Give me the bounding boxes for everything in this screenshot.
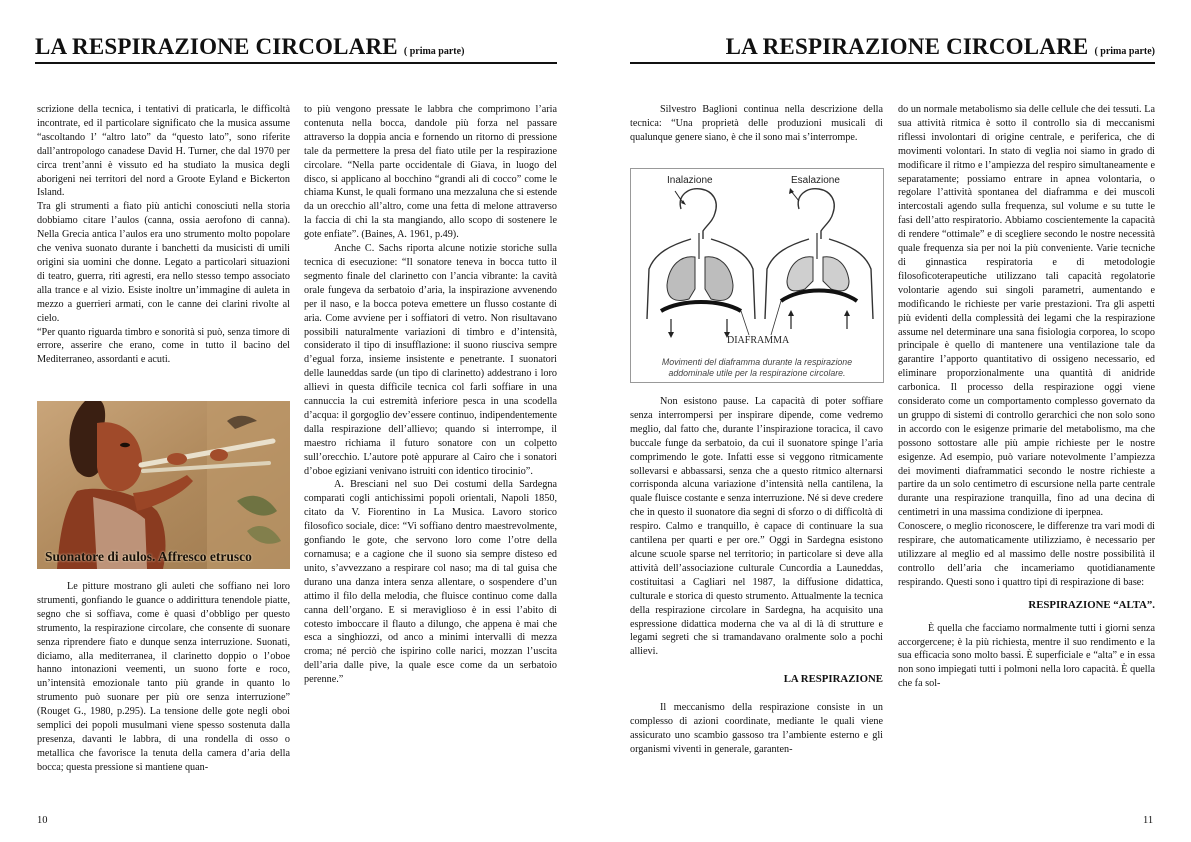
header-title: LA RESPIRAZIONE CIRCOLARE [35, 34, 398, 59]
breathing-diagram-illustration [631, 169, 883, 347]
paragraph: Le pitture mostrano gli auleti che soffiano nei loro strumenti, gonfiando le guance o addirittura tenendole piatte, segno che si soffiava, come è quasi d’obbligo per questo strumento, la respirazione circolare, che consente di suonare senza riprendere fiato e dunque senza interruzione. Suonati, diciamo, alla mediterranea, il clarinetto doppio o l’oboe hanno intonazioni veementi, un suono forte e roco, un’intensità emozionale tanto più grande in quanto lo strumento può suonare per più ore senza interruzione” (Rouget G., 1980, p.295). La tensione delle gote negli oboi semplici dei popoli musulmani viene spesso sostenuta dalla presenza, davanti le labbra, di una rondella di osso o metallica che favorisce la tenuta della camera d’aria della bocca; questa pressione si mantiene quan- [37, 581, 290, 773]
paragraph: Il meccanismo della respirazione consiste in un complesso di azioni coordinate, mediante le quali viene assicurato uno scambio gassoso tra l’ambiente esterno e gli organismi viventi in generale, garanten- [630, 702, 883, 755]
page-number: 10 [37, 815, 48, 826]
paragraph: A. Bresciani nel suo Dei costumi della Sardegna comparati cogli antichissimi popoli orientali, Napoli 1850, citato da V. Fiorentino in La Musica. Lavoro storico filosofico sociale, dice: “Vi soffiano dentro maestrevolmente, gonfiando le gote, che servono loro come l’otre della cornamusa; e a cagione che il suono sia sempre disteso ed unito, s’avvezzano a respirare col naso; ma di tal guisa che durano una danza intera senza allentare, o sospendere d’un attimo il filo della melodia, che fluisce continuo come dalla canna dell’organo. E si meraviglioso è in essi l’abito di cotesto imboccare il flauto a dilungo, che appena è mai che esca a singhiozzi, od anco a minimi intervalli di mezza croma; né perciò che ispirino colle narici, mozzan l’uscita dell’aria dalle pive, la quale esce come da un serbatoio perenne.” [304, 479, 557, 686]
diagram-caption-line1: Movimenti del diaframma durante la respirazione [661, 357, 853, 367]
paragraph: Conoscere, o meglio riconoscere, le differenze tra vari modi di respirare, che automaticamente utilizziamo, è necessario per utilizzare al meglio ed al massimo delle nostre possibilità il controllo dell’aria che incameriamo quotidianamente respirando. Questi sono i quattro tipi di respirazione di base: [898, 521, 1155, 588]
section-heading: RESPIRAZIONE “ALTA”. [1028, 598, 1155, 611]
header-title: LA RESPIRAZIONE CIRCOLARE [725, 34, 1089, 59]
right-column-1 [630, 395, 883, 757]
inhale-figure [647, 189, 755, 338]
paragraph: Silvestro Baglioni continua nella descrizione della tecnica: “Una proprietà delle produzioni musicali di qualunque genere siano, è che il sono mai s’interrompe. [630, 104, 883, 143]
paragraph: do un normale metabolismo sia delle cellule che dei tessuti. La sua attività ritmica è sotto il controllo sia di meccanismi riflessi involontari di origine centrale, e periferica, che di movimenti volontari. In stato di veglia noi siamo in grado di modificare il ritmo e l’ampiezza del respiro simultaneamente e separatamente; possiamo entrare in apnea volontaria, o regolare l’attività spontanea del diaframma e dei muscoli intercostali agendo sulla frequenza, sul volume e su tutte le fasi dell’atto respiratorio. Abbiamo coscientemente la capacità di rendere “ottimale” e di scegliere secondo le nostre necessità quale frequenza sia per noi la più conveniente. Varie tecniche di ginnastica respiratoria e di metodologie filosoficoterapeutiche utilizzano tali capacità regolatorie volontarie agendo sui singoli parametri, aumentando e modificando le richieste per varie prestazioni. Tra gli aspetti più evidenti della complessità dei legami che la respirazione assume nel determinare una sana fisiologia corporea, lo scopo principale è quello di mantenere una ventilazione tale da garantire l’apporto quantitativo di ossigeno necessario, ed eliminare proporzionalmente una quantità di anidride carbonica. Il processo della respirazione oggi viene considerato come un comportamento complesso governato da un gruppo di sistemi di controllo gerarchici che non solo sono in accordo con le esigenze primarie del metabolismo, ma che possono sottostare alle più ampie richieste per le nostre esigenze. Ad esempio, può variare notevolmente l’ampiezza dei movimenti diaframmatici secondo le nostre richieste a partire da un solo centimetro di escursione nella parte centrale durante una respirazione tranquilla, fino ad una decina di centimetri in una massima condizione di iperpnea. [898, 104, 1155, 519]
paragraph: to più vengono pressate le labbra che comprimono l’aria contenuta nella bocca, dandole più forza nel passare attraverso la doppia ancia e fornendo un ritorno di pressione tale da permettere la presa del fiato utile per la respirazione circolare. “Nella parte occidentale di Giava, in luogo del disco, si applicano al bocchino “grandi ali di cocco” come le chiama Kunst, le quali formano una mezzaluna che si estende da un orecchio all’altro, come una fetta di melone attraverso la faccia di chi la sta mangiando, allo scopo di sostenere le gote enfiate”. (Baines, A. 1961, p.49). [304, 104, 557, 241]
label-diaphragm: DIAFRAMMA [727, 335, 790, 346]
aulos-player-fresco-illustration [37, 401, 290, 569]
figure-caption: Suonatore di aulos. Affresco etrusco [45, 549, 252, 564]
paragraph: “Per quanto riguarda timbro e sonorità si può, senza timore di errore, asserire che erano, come in tutto il bacino del Mediterraneo, assordanti e acuti. [37, 326, 290, 366]
diagram-caption-line2: addominale utile per la respirazione circolare. [668, 367, 846, 378]
left-column-2 [304, 103, 557, 687]
diagram-caption [631, 357, 883, 378]
page-header-right [630, 34, 1155, 64]
fresco-image [37, 401, 290, 569]
header-subtitle: ( prima parte) [1094, 46, 1155, 57]
left-column-1 [37, 103, 290, 367]
diaphragm-diagram [630, 168, 884, 383]
left-column-1-continued [37, 580, 290, 775]
right-column-2 [898, 103, 1155, 691]
paragraph: Anche C. Sachs riporta alcune notizie storiche sulla tecnica di esecuzione: “Il sonatore teneva in bocca tutto il segmento finale del clarinetto con l’ancia vibrante: la cavità orale fungeva da serbatoio d’aria, la inspirazione avvenendo per il naso, e la bocca poteva emettere un flusso costante di aria. Come avviene per i soffiatori di vetro. Non risultavano possibili naturalmente variazioni di timbro e d’intensità, considerato il tipo di insufflazione: il suono riusciva sempre d’egual forza, insieme insistente e penetrante. I suonatori delle launeddas sarde (un tipo di clarinetto) addestrano i loro allievi in questa difficile tecnica col farli soffiare in una cannuccia la cui estremità inferiore pesca in una scodella d’acqua: il gorgoglio dev’essere continuo, indipendentemente dalla respirazione dell’allievo; quando si interrompe, il maestro richiama il futuro sonatore con un colpetto sull’orecchio. L’autore potè appurare al Cairo che i sonatori d’oboe egiziani venivano istruiti con identico tirocinio”. [304, 243, 557, 477]
paragraph: Tra gli strumenti a fiato più antichi conosciuti nella storia dobbiamo citare l’aulos (canna, ossia aerofono di canna). Nella Grecia antica l’aulos era uno strumento molto popolare che veniva suonato durante i banchetti da musicisti di umili origini sia uomini che donne. Legato a particolari situazioni di teatro, guerra, riti agresti, era nello stesso tempo associato alla trance e al vizio. Esiste inoltre un’immagine di auleta in mezzo a guerrieri armati, con le canne dei clarini rivolte al cielo. [37, 201, 290, 324]
label-exhale: Esalazione [791, 175, 840, 186]
page-number: 11 [1143, 815, 1154, 826]
header-subtitle: ( prima parte) [403, 46, 465, 57]
right-column-1-intro [630, 103, 883, 145]
exhale-figure [765, 188, 873, 329]
page-header-left [35, 34, 557, 64]
section-heading: LA RESPIRAZIONE [783, 673, 883, 686]
paragraph: È quella che facciamo normalmente tutti i giorni senza accorgercene; è la più richiesta, mentre il suo rendimento e la sua efficacia sono molto bassi. È superficiale e “alta” e in essa non sono impiegati tutti i polmoni nella loro capacità. È quella che fa sol- [898, 622, 1155, 690]
paragraph: scrizione della tecnica, i tentativi di praticarla, le difficoltà incontrate, ed il particolare significato che la musica assume “ascoltando l’ “altro lato” da “questo lato”, sono riferite dall’antropologo canadese David H. Turner, che dal 1970 per circa trent’anni è vissuto ed ha studiato la musica degli aborigeni nei territori del nord a Groote Eyland e Bickerton Island. [37, 104, 290, 199]
label-inhale: Inalazione [667, 175, 713, 186]
paragraph: Non esistono pause. La capacità di poter soffiare senza interrompersi per inspirare dipende, come vedremo meglio, dal fatto che, durante l’inspirazione toracica, il cavo buccale funge da serbatoio, da cui il suonatore spinge l’aria comprimendo le gote. Infatti esse si veggono ritmicamente sollevarsi e abbassarsi, senza che a questo ritmico alternarsi corrisponda alcuna variazione d’intensità nella cantilena, la quale fluisce costante e senza interruzione. Né si deve credere che in questo il suonatore dia segni di sforzo o di difficoltà di respiro. Calmo e tranquillo, è capace di continuare la sua cantilena per quarti e per ore.” Oggi in Sardegna esistono alcune scuole sparse nel territorio; in particolare si deve alla attività dell’associazione culturale Cuncordia a Launeddas, costituitasi a Cagliari nel 1987, la diffusione didattica, culturale e storica di questo strumento. Attualmente la tecnica della respirazione circolare in Sardegna, ha acquisito una espressione didattica moderna che va al di là di strutture e legami segreti che si tramandavano oralmente solo a pochi allievi. [630, 396, 883, 658]
